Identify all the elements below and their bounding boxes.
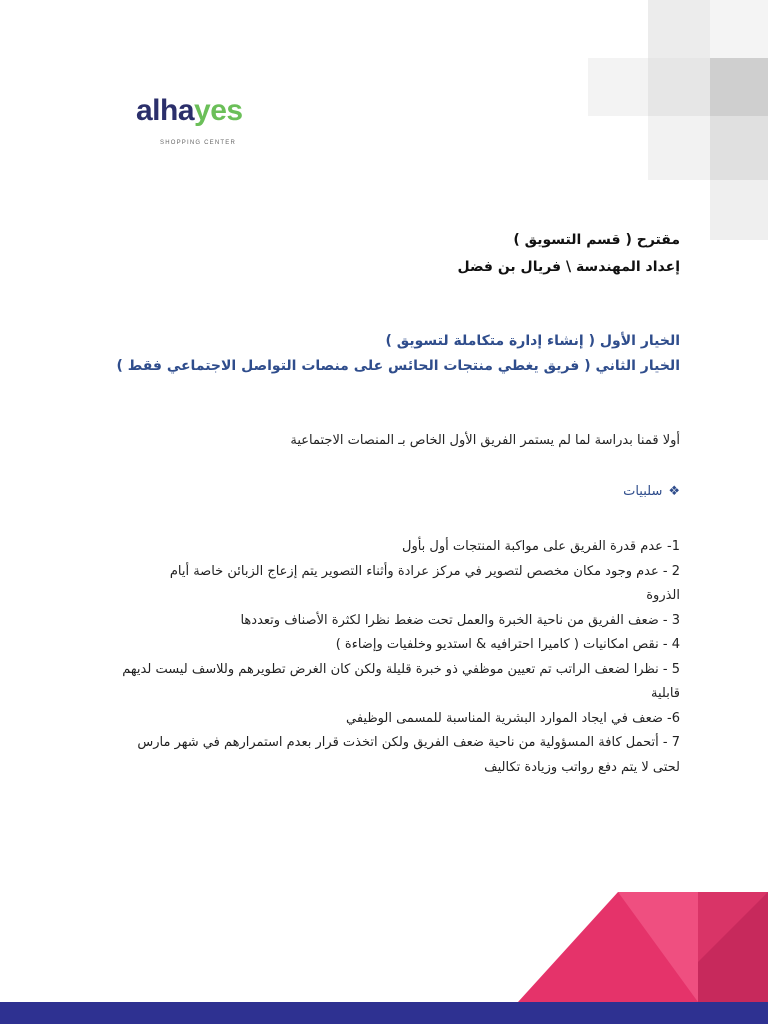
logo-subtitle: SHOPPING CENTER — [160, 140, 237, 146]
logo-wordmark: alhayes — [136, 94, 243, 127]
author-line: إعداد المهندسة \ فريال بن فضل — [457, 259, 680, 275]
list-item: 7 - أتحمل كافة المسؤولية من ناحية ضعف الفريق ولكن اتخذت قرار بعدم استمرارهم في شهر مارس لحتى لا يتم دفع رواتب وزيادة تكاليف — [137, 735, 680, 775]
alhayes-logo — [136, 96, 276, 156]
corner-decoration-bottom — [518, 892, 768, 1002]
cons-label: سلبيات — [623, 484, 663, 499]
option-one: الخيار الأول ( إنشاء إدارة متكاملة لتسويق ) — [385, 333, 680, 349]
diamond-bullet-icon: ❖ — [668, 484, 680, 499]
list-item: 2 - عدم وجود مكان مخصص لتصوير في مركز عرادة وأثناء التصوير يتم إزعاج الزبائن خاصة أيام الذروة — [169, 563, 680, 603]
corner-decoration-top — [588, 0, 768, 240]
list-item: 5 - نظرا لضعف الراتب تم تعيين موظفي ذو خبرة قليلة ولكن كان الغرض تطويرهم وللاسف ليست لديهم قابلية — [122, 661, 680, 701]
list-item: 3 - ضعف الفريق من ناحية الخبرة والعمل تحت ضغط نظرا لكثرة الأصناف وتعددها — [240, 612, 680, 628]
proposal-title: مقترح ( قسم التسويق ) — [513, 232, 680, 248]
list-item: 4 - نقص امكانيات ( كاميرا احترافيه & استديو وخلفيات وإضاءة ) — [335, 637, 680, 652]
intro-paragraph: أولا قمنا بدراسة لما لم يستمر الفريق الأول الخاص بـ المنصات الاجتماعية — [290, 433, 680, 448]
list-item: 1- عدم قدرة الفريق على مواكبة المنتجات أول بأول — [402, 539, 680, 554]
cons-list — [88, 535, 680, 780]
list-item: 6- ضعف في ايجاد الموارد البشرية المناسبة للمسمى الوظيفي — [345, 710, 680, 726]
footer-bar — [0, 1002, 768, 1024]
option-two: الخيار الثاني ( فريق يغطي منتجات الحائس على منصات التواصل الاجتماعي فقط ) — [116, 358, 680, 374]
cons-heading — [623, 484, 680, 499]
